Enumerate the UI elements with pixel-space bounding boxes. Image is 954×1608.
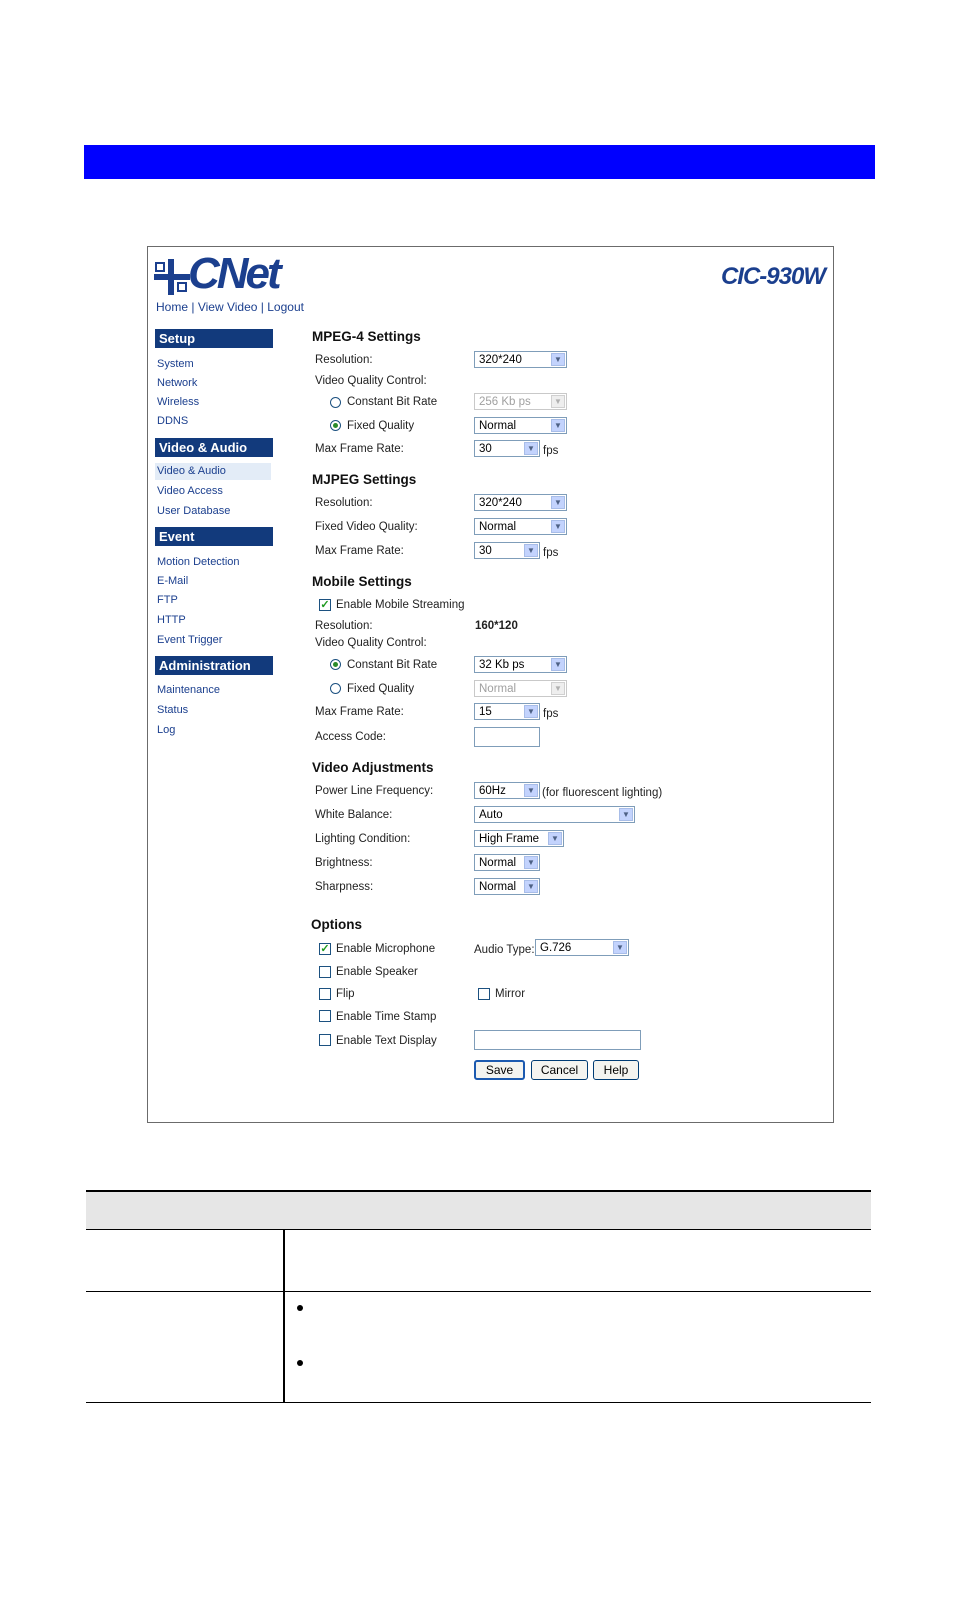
sidebar-item-video-access[interactable]: Video Access: [157, 485, 223, 497]
select-value: G.726: [540, 942, 572, 954]
mpeg4-cbr-radio[interactable]: [330, 397, 341, 408]
section-banner: [84, 145, 875, 179]
text-display-input[interactable]: [474, 1030, 641, 1050]
model-name: CIC-930W: [720, 263, 825, 290]
sidebar-heading-video-audio: Video & Audio: [155, 438, 273, 457]
mobile-fixed-select[interactable]: [474, 680, 567, 697]
link-separator: |: [260, 300, 264, 314]
bullet-icon: [297, 1360, 303, 1366]
mobile-title: Mobile Settings: [312, 574, 412, 589]
speaker-label: Enable Speaker: [336, 966, 418, 978]
chevron-down-icon: ▼: [524, 784, 538, 797]
chevron-down-icon: ▼: [524, 880, 538, 893]
sidebar-item-video-audio[interactable]: Video & Audio: [155, 463, 271, 480]
mobile-cbr-label: Constant Bit Rate: [347, 659, 438, 671]
select-value: 30: [479, 443, 492, 455]
camera-config-screenshot: [147, 246, 834, 1123]
sharpness-select[interactable]: [474, 878, 540, 895]
brightness-label: Brightness:: [315, 857, 373, 869]
timestamp-checkbox[interactable]: [319, 1010, 331, 1022]
speaker-checkbox[interactable]: [319, 966, 331, 978]
chevron-down-icon: ▼: [548, 832, 562, 845]
sidebar-heading-setup: Setup: [155, 329, 273, 348]
mobile-cbr-select[interactable]: [474, 656, 567, 673]
mobile-resolution-value: 160*120: [475, 620, 518, 632]
select-value: 256 Kb ps: [479, 396, 531, 408]
chevron-down-icon: ▼: [551, 682, 565, 695]
sidebar-item-email[interactable]: E-Mail: [157, 575, 189, 587]
mjpeg-fps-unit: fps: [543, 547, 559, 559]
chevron-down-icon: ▼: [524, 544, 538, 557]
mobile-vqc-label: Video Quality Control:: [315, 637, 427, 649]
mjpeg-fps-label: Max Frame Rate:: [315, 545, 404, 557]
sidebar-item-log[interactable]: Log: [157, 724, 176, 736]
mobile-fixed-radio[interactable]: [330, 683, 341, 694]
mirror-checkbox[interactable]: [478, 988, 490, 1000]
sharpness-label: Sharpness:: [315, 881, 374, 893]
mjpeg-fps-select[interactable]: [474, 542, 540, 559]
mpeg4-fixed-label: Fixed Quality: [347, 420, 415, 432]
flip-label: Flip: [336, 988, 355, 1000]
mobile-resolution-label: Resolution:: [315, 620, 373, 632]
mjpeg-quality-label: Fixed Video Quality:: [315, 521, 418, 533]
power-line-label: Power Line Frequency:: [315, 785, 434, 797]
link-separator: |: [191, 300, 195, 314]
chevron-down-icon: ▼: [524, 856, 538, 869]
table-header: [86, 1192, 871, 1230]
logo-wordmark: CNet: [188, 249, 279, 298]
bullet-icon: [297, 1305, 303, 1311]
mobile-enable-label: Enable Mobile Streaming: [336, 599, 465, 611]
mobile-cbr-radio[interactable]: [330, 659, 341, 670]
sidebar-item-system[interactable]: System: [157, 358, 194, 370]
select-value: 60Hz: [479, 785, 506, 797]
flip-checkbox[interactable]: [319, 988, 331, 1000]
sidebar-item-http[interactable]: HTTP: [157, 614, 186, 626]
select-value: Normal: [479, 857, 517, 869]
sidebar-item-network[interactable]: Network: [157, 377, 198, 389]
mjpeg-title: MJPEG Settings: [312, 472, 417, 487]
table-column-divider: [283, 1230, 285, 1402]
text-display-checkbox[interactable]: [319, 1034, 331, 1046]
mpeg4-resolution-select[interactable]: [474, 351, 567, 368]
mpeg4-fps-unit: fps: [543, 445, 559, 457]
mobile-fps-label: Max Frame Rate:: [315, 706, 404, 718]
chevron-down-icon: ▼: [524, 442, 538, 455]
select-value: 320*240: [479, 354, 522, 366]
mirror-label: Mirror: [495, 988, 526, 1000]
table-rule: [86, 1229, 871, 1230]
lighting-select[interactable]: [474, 830, 564, 847]
mobile-fps-unit: fps: [543, 708, 559, 720]
mjpeg-resolution-select[interactable]: [474, 494, 567, 511]
table-rule: [86, 1190, 871, 1192]
audio-type-select[interactable]: [535, 939, 629, 956]
audio-type-label: Audio Type:: [474, 944, 535, 956]
mpeg4-fixed-radio[interactable]: [330, 420, 341, 431]
mjpeg-quality-select[interactable]: [474, 518, 567, 535]
mpeg4-resolution-label: Resolution:: [315, 354, 373, 366]
chevron-down-icon: ▼: [551, 419, 565, 432]
help-button[interactable]: Help: [593, 1060, 639, 1080]
timestamp-label: Enable Time Stamp: [336, 1011, 437, 1023]
select-value: Normal: [479, 420, 517, 432]
chevron-down-icon: ▼: [613, 941, 627, 954]
chevron-down-icon: ▼: [551, 353, 565, 366]
mobile-enable-checkbox[interactable]: ✓: [320, 599, 330, 611]
select-value: High Frame: [479, 833, 540, 845]
sidebar-item-event-trigger[interactable]: Event Trigger: [157, 634, 223, 646]
power-line-select[interactable]: [474, 782, 540, 799]
adjust-title: Video Adjustments: [312, 760, 434, 775]
chevron-down-icon: ▼: [619, 808, 633, 821]
mpeg4-fps-label: Max Frame Rate:: [315, 443, 404, 455]
logout-link[interactable]: Logout: [267, 300, 304, 314]
options-title: Options: [311, 917, 362, 932]
sidebar-item-motion-detection[interactable]: Motion Detection: [157, 556, 240, 568]
mpeg4-cbr-select[interactable]: [474, 393, 567, 410]
home-link[interactable]: Home: [156, 300, 189, 314]
select-value: 320*240: [479, 497, 522, 509]
microphone-label: Enable Microphone: [336, 943, 436, 955]
white-balance-select[interactable]: [474, 806, 635, 823]
select-value: Normal: [479, 881, 517, 893]
top-links: [156, 300, 304, 314]
select-value: Auto: [479, 809, 503, 821]
mobile-fixed-label: Fixed Quality: [347, 683, 415, 695]
access-code-label: Access Code:: [315, 731, 386, 743]
table-rule: [86, 1291, 871, 1292]
sidebar-heading-administration: Administration: [155, 656, 273, 675]
sidebar-item-ftp[interactable]: FTP: [157, 594, 178, 606]
sidebar-item-status[interactable]: Status: [157, 704, 189, 716]
sidebar-item-user-database[interactable]: User Database: [157, 505, 231, 517]
view-video-link[interactable]: View Video: [197, 300, 258, 314]
cnet-logo-icon: [152, 257, 192, 297]
sidebar-item-maintenance[interactable]: Maintenance: [157, 684, 220, 696]
white-balance-label: White Balance:: [315, 809, 393, 821]
mjpeg-resolution-label: Resolution:: [315, 497, 373, 509]
cancel-button[interactable]: Cancel: [531, 1060, 588, 1080]
mobile-fps-select[interactable]: [474, 703, 540, 720]
chevron-down-icon: ▼: [551, 496, 565, 509]
mpeg4-title: MPEG-4 Settings: [312, 329, 421, 344]
sidebar-item-wireless[interactable]: Wireless: [157, 396, 200, 408]
sidebar-item-ddns[interactable]: DDNS: [157, 415, 189, 427]
chevron-down-icon: ▼: [551, 658, 565, 671]
select-value: Normal: [479, 521, 517, 533]
mpeg4-fps-select[interactable]: [474, 440, 540, 457]
brightness-select[interactable]: [474, 854, 540, 871]
text-display-label: Enable Text Display: [336, 1035, 437, 1047]
chevron-down-icon: ▼: [551, 520, 565, 533]
sidebar-heading-event: Event: [155, 527, 273, 546]
select-value: Normal: [479, 683, 517, 695]
access-code-input[interactable]: [474, 727, 540, 747]
power-line-note: (for fluorescent lighting): [542, 787, 663, 799]
mpeg4-vqc-label: Video Quality Control:: [315, 375, 427, 387]
select-value: 32 Kb ps: [479, 659, 525, 671]
table-rule: [86, 1402, 871, 1403]
save-button[interactable]: Save: [474, 1060, 525, 1080]
chevron-down-icon: ▼: [524, 705, 538, 718]
microphone-checkbox[interactable]: ✓: [320, 943, 330, 955]
select-value: 15: [479, 706, 492, 718]
mpeg4-cbr-label: Constant Bit Rate: [347, 396, 438, 408]
chevron-down-icon: ▼: [551, 395, 565, 408]
mpeg4-fixed-select[interactable]: [474, 417, 567, 434]
lighting-label: Lighting Condition:: [315, 833, 411, 845]
select-value: 30: [479, 545, 492, 557]
